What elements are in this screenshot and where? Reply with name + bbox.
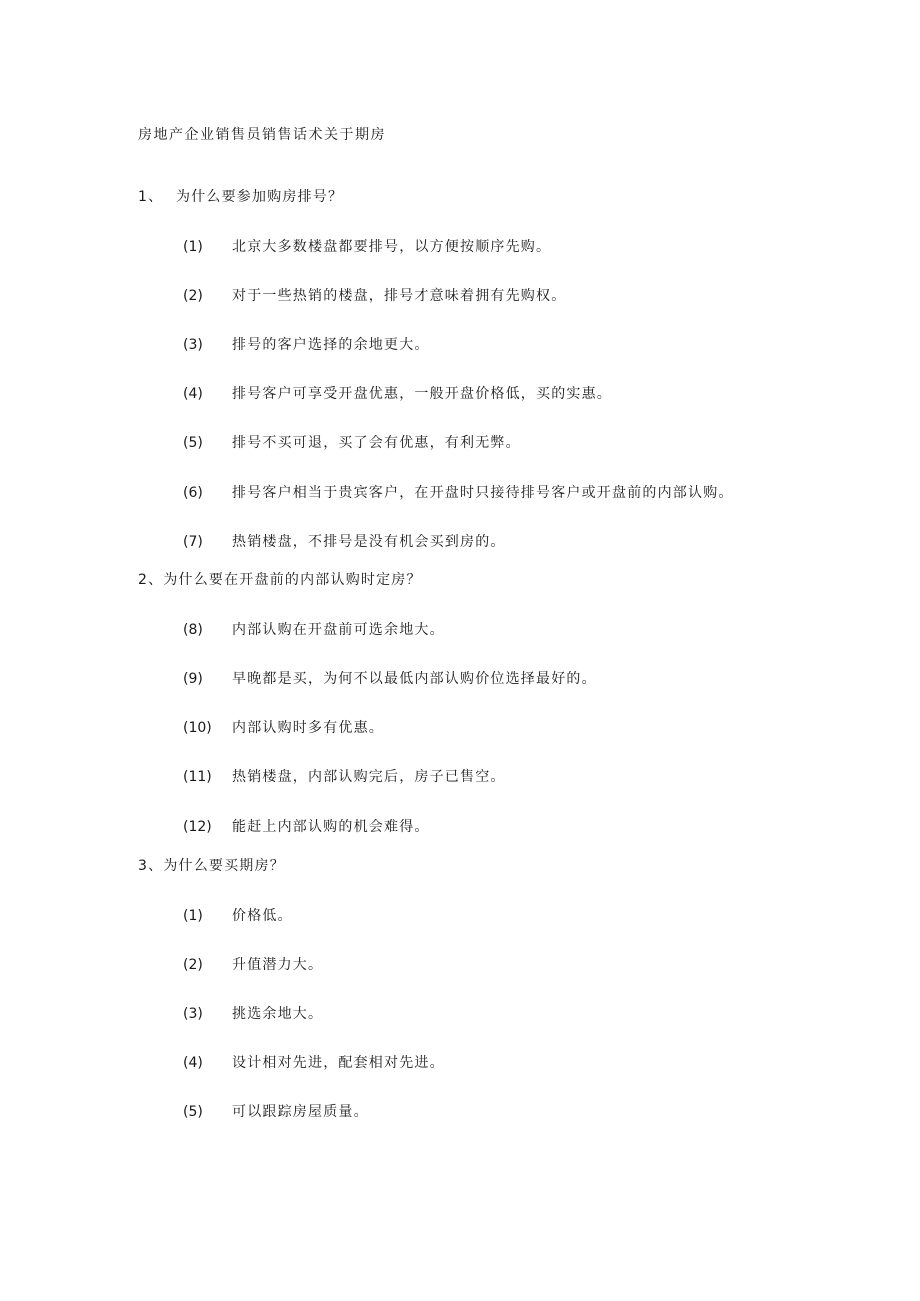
item-text: 热销楼盘，不排号是没有机会买到房的。 [232,534,506,550]
item-text: 内部认购在开盘前可选余地大。 [232,622,445,638]
list-item [183,766,506,786]
list-item [183,285,566,305]
item-index: (1) [183,908,203,924]
section-heading-text: 为什么要参加购房排号？ [176,189,344,205]
item-text: 挑选余地大。 [232,1006,324,1022]
list-item [183,668,597,688]
item-index: (3) [183,337,203,353]
item-index: (11) [183,769,212,785]
section-heading-text: 为什么要买期房？ [163,858,285,874]
item-index: (1) [183,239,203,255]
item-text: 价格低。 [232,908,293,924]
item-index: (7) [183,534,203,550]
item-text: 排号不买可退，买了会有优惠，有利无弊。 [232,435,521,451]
list-item [183,717,384,737]
item-index: (5) [183,435,203,451]
document-title: 房地产企业销售员销售话术关于期房 [138,127,386,143]
list-item [183,482,734,502]
item-index: (3) [183,1006,203,1022]
item-index: (8) [183,622,203,638]
item-text: 早晚都是买，为何不以最低内部认购价位选择最好的。 [232,671,597,687]
list-item [183,619,445,639]
list-item [183,905,293,925]
section-heading [138,569,422,589]
list-item [183,1003,323,1023]
list-item [183,383,612,403]
item-index: (4) [183,1055,203,1071]
list-item [183,1101,369,1121]
item-text: 排号客户可享受开盘优惠，一般开盘价格低，买的实惠。 [232,386,612,402]
item-text: 对于一些热销的楼盘，排号才意味着拥有先购权。 [232,288,567,304]
section-heading-text: 为什么要在开盘前的内部认购时定房？ [163,572,422,588]
list-item [183,954,323,974]
section-number: 2、 [138,572,164,588]
section-heading [138,186,343,206]
list-item [183,1052,445,1072]
list-item [183,236,551,256]
item-text: 内部认购时多有优惠。 [232,720,384,736]
list-item [183,334,430,354]
item-index: (4) [183,386,203,402]
section-heading [138,855,285,875]
item-text: 设计相对先进，配套相对先进。 [232,1055,445,1071]
item-index: (5) [183,1104,203,1120]
list-item [183,816,430,836]
section-number: 3、 [138,858,164,874]
item-index: (12) [183,819,212,835]
list-item [183,432,521,452]
item-index: (9) [183,671,203,687]
item-index: (6) [183,485,203,501]
item-text: 排号客户相当于贵宾客户，在开盘时只接待排号客户或开盘前的内部认购。 [232,485,734,501]
item-text: 能赶上内部认购的机会难得。 [232,819,430,835]
item-text: 北京大多数楼盘都要排号，以方便按顺序先购。 [232,239,552,255]
item-index: (10) [183,720,212,736]
item-text: 升值潜力大。 [232,957,324,973]
item-index: (2) [183,288,203,304]
item-index: (2) [183,957,203,973]
item-text: 可以跟踪房屋质量。 [232,1104,369,1120]
list-item [183,531,506,551]
item-text: 热销楼盘，内部认购完后，房子已售空。 [232,769,506,785]
item-text: 排号的客户选择的余地更大。 [232,337,430,353]
section-number: 1、 [138,189,164,205]
